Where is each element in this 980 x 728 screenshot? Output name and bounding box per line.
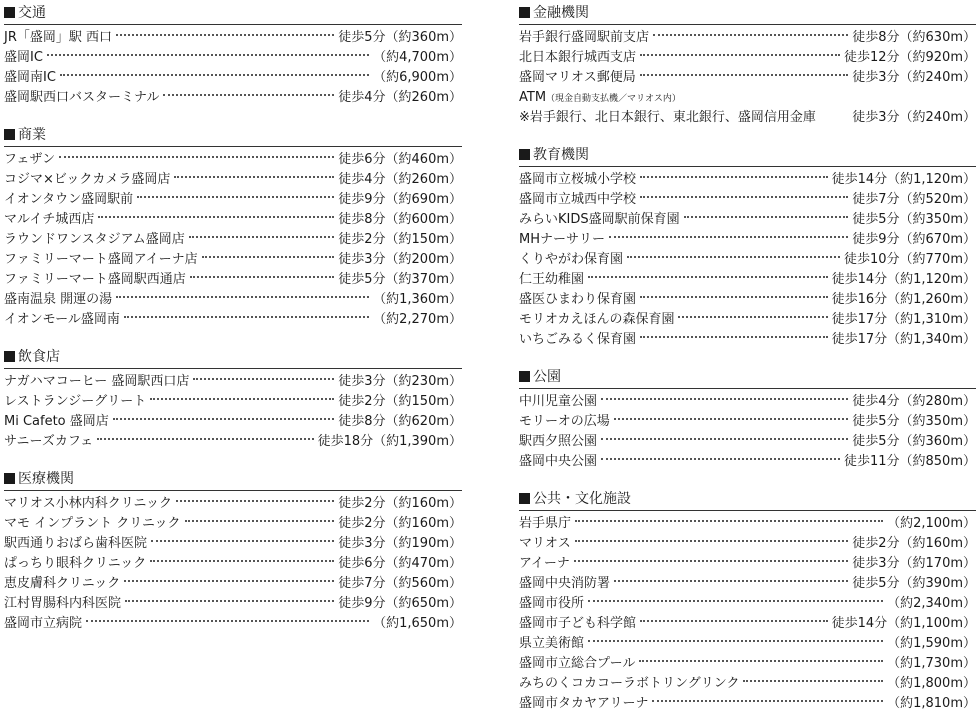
facility-distance: 徒歩3分（約240m）	[852, 70, 976, 85]
list-item	[4, 170, 462, 190]
dot-leader	[116, 34, 334, 36]
dot-leader	[653, 34, 848, 36]
facility-name: MHナーサリー	[519, 232, 605, 247]
list-item	[4, 28, 462, 48]
facility-name: モリーオの広場	[519, 414, 610, 429]
list-item	[4, 514, 462, 534]
facility-name: 盛岡駅西口バスターミナル	[4, 90, 160, 105]
dot-leader	[150, 398, 334, 400]
atm-note: （現金自動支払機／マリオス内）	[546, 94, 681, 104]
dot-leader	[185, 520, 335, 522]
dot-leader	[640, 54, 840, 56]
facility-distance: （約6,900m）	[373, 70, 462, 85]
facility-distance: （約2,100m）	[887, 516, 976, 531]
section-heading: 商業	[4, 122, 462, 147]
dot-leader	[640, 74, 849, 76]
section	[519, 486, 976, 714]
facility-distance: 徒歩5分（約360m）	[852, 434, 976, 449]
dot-leader	[588, 600, 883, 602]
list-item	[4, 310, 462, 330]
facility-name: みちのくコカコーラボトリングリンク	[519, 676, 740, 691]
facility-name: 盛岡市立桜城小学校	[519, 172, 637, 187]
list-item	[519, 270, 976, 290]
list-item	[4, 432, 462, 452]
facility-distance: （約1,810m）	[887, 696, 976, 711]
facility-distance: （約2,270m）	[373, 312, 462, 327]
facility-name: 駅西夕照公園	[519, 434, 598, 449]
facility-distance: 徒歩12分（約920m）	[843, 50, 976, 65]
facility-name: コジマ×ビックカメラ盛岡店	[4, 172, 171, 187]
dot-leader	[640, 196, 848, 198]
facility-name: 盛岡市役所	[519, 596, 585, 611]
dot-leader	[202, 256, 335, 258]
facility-name: マリオス小林内科クリニック	[4, 496, 172, 511]
list-item	[519, 310, 976, 330]
left-column	[4, 0, 462, 648]
section-heading: 教育機関	[519, 142, 976, 167]
dot-leader	[640, 296, 828, 298]
facility-name: 中川児童公園	[519, 394, 598, 409]
facility-name: 北日本銀行城西支店	[519, 50, 637, 65]
facility-name: マリオス	[519, 536, 571, 551]
atm-row	[519, 88, 976, 108]
facility-distance: （約1,800m）	[887, 676, 976, 691]
atm-banks-row	[519, 108, 976, 128]
facility-name: 盛岡マリオス郵便局	[519, 70, 636, 85]
facility-name: 仁王幼稚園	[519, 272, 585, 287]
facility-distance: （約1,730m）	[887, 656, 976, 671]
list-item	[4, 412, 462, 432]
facility-distance: 徒歩14分（約1,100m）	[831, 616, 976, 631]
list-item	[519, 170, 976, 190]
finance-list	[519, 28, 976, 88]
dot-leader	[640, 620, 828, 622]
facility-name: イオンモール盛岡南	[4, 312, 120, 327]
facility-name: ファミリーマート盛岡アイーナ店	[4, 252, 198, 267]
list-item	[519, 330, 976, 350]
atm-distance: 徒歩3分（約240m）	[852, 110, 976, 125]
facility-name: 盛岡中央消防署	[519, 576, 611, 591]
facility-distance: 徒歩3分（約230m）	[338, 374, 462, 389]
dot-leader	[601, 398, 848, 400]
facility-distance: 徒歩2分（約150m）	[338, 232, 462, 247]
section	[4, 122, 462, 330]
facility-distance: 徒歩4分（約280m）	[852, 394, 976, 409]
facility-name: 岩手県庁	[519, 516, 572, 531]
dot-leader	[113, 418, 334, 420]
facility-name: フェザン	[4, 152, 56, 167]
facility-distance: 徒歩14分（約1,120m）	[831, 272, 976, 287]
dot-leader	[163, 94, 334, 96]
dot-leader	[150, 560, 334, 562]
section-heading: 交通	[4, 0, 462, 25]
list-item	[519, 452, 976, 472]
list-item	[4, 48, 462, 68]
square-bullet-icon	[4, 351, 15, 362]
facility-distance: 徒歩17分（約1,340m）	[831, 332, 976, 347]
facility-name: 県立美術館	[519, 636, 585, 651]
list-item	[519, 392, 976, 412]
list-item	[519, 432, 976, 452]
atm-label: ATM	[519, 90, 547, 105]
facility-distance: 徒歩2分（約160m）	[852, 536, 976, 551]
facility-name: イオンタウン盛岡駅前	[4, 192, 134, 207]
list-item	[4, 290, 462, 310]
facility-name: ラウンドワンスタジアム盛岡店	[4, 232, 185, 247]
facility-distance: 徒歩2分（約150m）	[338, 394, 462, 409]
square-bullet-icon	[519, 371, 530, 382]
facility-name: アイーナ	[519, 556, 570, 571]
list-item	[519, 574, 976, 594]
dot-leader	[588, 276, 828, 278]
list-item	[519, 290, 976, 310]
list-item	[4, 230, 462, 250]
list-item	[519, 68, 976, 88]
list-item	[4, 614, 462, 634]
dot-leader	[86, 620, 369, 622]
dot-leader	[743, 680, 883, 682]
list-item	[4, 494, 462, 514]
list-item	[4, 190, 462, 210]
list-item	[519, 694, 976, 714]
facility-distance: （約1,650m）	[373, 616, 462, 631]
facility-distance: （約2,340m）	[887, 596, 976, 611]
dot-leader	[640, 176, 828, 178]
list-item	[519, 614, 976, 634]
square-bullet-icon	[4, 473, 15, 484]
facility-distance: 徒歩2分（約160m）	[338, 496, 462, 511]
list-item	[519, 634, 976, 654]
list-item	[519, 412, 976, 432]
dot-leader	[627, 256, 840, 258]
facility-distance: 徒歩9分（約650m）	[338, 596, 462, 611]
square-bullet-icon	[519, 149, 530, 160]
list-item	[519, 48, 976, 68]
facility-distance: 徒歩18分（約1,390m）	[317, 434, 462, 449]
dot-leader	[601, 438, 848, 440]
right-column	[519, 0, 976, 728]
list-item	[519, 514, 976, 534]
list-item	[4, 68, 462, 88]
dot-leader	[189, 236, 335, 238]
list-item	[519, 554, 976, 574]
facility-distance: 徒歩5分（約370m）	[338, 272, 462, 287]
dot-leader	[574, 560, 848, 562]
facility-name: 岩手銀行盛岡駅前支店	[519, 30, 650, 45]
section-heading: 医療機関	[4, 466, 462, 491]
section-heading: 飲食店	[4, 344, 462, 369]
list-item	[4, 534, 462, 554]
section	[519, 142, 976, 350]
facility-name: 恵皮膚科クリニック	[4, 576, 121, 591]
section-heading: 金融機関	[519, 0, 976, 25]
facility-distance: 徒歩3分（約170m）	[852, 556, 976, 571]
dot-leader	[601, 458, 840, 460]
facility-name: 盛岡市立病院	[4, 616, 83, 631]
list-item	[4, 250, 462, 270]
dot-leader	[190, 276, 335, 278]
list-item	[4, 554, 462, 574]
facility-name: レストランジーグリート	[4, 394, 147, 409]
dot-leader	[588, 640, 883, 642]
dot-leader	[47, 54, 369, 56]
section	[4, 0, 462, 108]
facility-name: 盛岡市タカヤアリーナ	[519, 696, 649, 711]
facility-distance: 徒歩8分（約620m）	[338, 414, 462, 429]
atm-banks: ※岩手銀行、北日本銀行、東北銀行、盛岡信用金庫	[519, 110, 816, 125]
dot-leader	[684, 216, 849, 218]
dot-leader	[116, 296, 369, 298]
facility-name: みらいKIDS盛岡駅前保育園	[519, 212, 680, 227]
facility-distance: 徒歩14分（約1,120m）	[831, 172, 976, 187]
facility-distance: 徒歩5分（約390m）	[852, 576, 976, 591]
facility-name: 盛岡中央公園	[519, 454, 598, 469]
section	[4, 344, 462, 452]
dot-leader	[59, 156, 334, 158]
facility-distance: 徒歩7分（約520m）	[852, 192, 976, 207]
dot-leader	[124, 316, 369, 318]
list-item	[519, 654, 976, 674]
facility-distance: （約1,360m）	[373, 292, 462, 307]
facility-distance: 徒歩5分（約350m）	[852, 414, 976, 429]
dot-leader	[98, 216, 334, 218]
facility-name: 盛岡市子ども科学館	[519, 616, 637, 631]
list-item	[4, 594, 462, 614]
list-item	[519, 674, 976, 694]
dot-leader	[652, 700, 883, 702]
dot-leader	[614, 418, 849, 420]
facility-name: いちごみるく保育園	[519, 332, 637, 347]
list-item	[4, 270, 462, 290]
dot-leader	[614, 580, 848, 582]
list-item	[4, 150, 462, 170]
dot-leader	[678, 316, 827, 318]
list-item	[519, 594, 976, 614]
list-item	[519, 250, 976, 270]
dot-leader	[640, 336, 828, 338]
list-item	[519, 190, 976, 210]
dot-leader	[60, 74, 369, 76]
list-item	[4, 210, 462, 230]
dot-leader	[174, 176, 334, 178]
dot-leader	[151, 540, 334, 542]
facility-distance: 徒歩17分（約1,310m）	[831, 312, 976, 327]
facility-distance: 徒歩2分（約160m）	[338, 516, 462, 531]
facility-name: ぱっちり眼科クリニック	[4, 556, 147, 571]
facility-name: JR「盛岡」駅 西口	[4, 30, 112, 45]
facility-name: Mi Cafeto 盛岡店	[4, 414, 109, 429]
facility-name: 盛岡市立城西中学校	[519, 192, 637, 207]
dot-leader	[575, 540, 849, 542]
facility-distance: 徒歩8分（約600m）	[338, 212, 462, 227]
dot-leader	[575, 520, 883, 522]
facility-distance: 徒歩9分（約690m）	[338, 192, 462, 207]
facility-distance: 徒歩8分（約630m）	[852, 30, 976, 45]
facility-distance: 徒歩5分（約350m）	[852, 212, 976, 227]
facility-name: モリオカえほんの森保育園	[519, 312, 675, 327]
list-item	[4, 392, 462, 412]
facility-distance: （約4,700m）	[373, 50, 462, 65]
section-heading: 公共・文化施設	[519, 486, 976, 511]
facility-distance: 徒歩6分（約460m）	[338, 152, 462, 167]
dot-leader	[125, 600, 334, 602]
dot-leader	[193, 378, 334, 380]
facility-name: 盛南温泉 開運の湯	[4, 292, 113, 307]
facility-distance: 徒歩9分（約670m）	[852, 232, 976, 247]
facility-name: マモ インプラント クリニック	[4, 516, 181, 531]
list-item	[4, 574, 462, 594]
facility-name: サニーズカフェ	[4, 434, 94, 449]
section-heading: 公園	[519, 364, 976, 389]
dot-leader	[609, 236, 848, 238]
facility-name: 盛岡IC	[4, 50, 43, 65]
facility-name: ナガハマコーヒー 盛岡駅西口店	[4, 374, 190, 389]
facility-distance: 徒歩4分（約260m）	[338, 90, 462, 105]
facility-name: くりやがわ保育園	[519, 252, 624, 267]
facility-name: 盛岡南IC	[4, 70, 56, 85]
facility-distance: 徒歩11分（約850m）	[843, 454, 976, 469]
dot-leader	[124, 580, 334, 582]
square-bullet-icon	[4, 129, 15, 140]
list-item	[4, 372, 462, 392]
section	[519, 364, 976, 472]
facility-name: 江村胃腸科内科医院	[4, 596, 122, 611]
section-finance	[519, 0, 976, 128]
facility-distance: 徒歩16分（約1,260m）	[831, 292, 976, 307]
dot-leader	[176, 500, 334, 502]
section	[4, 466, 462, 634]
facility-distance: 徒歩3分（約190m）	[338, 536, 462, 551]
list-item	[519, 534, 976, 554]
list-item	[4, 88, 462, 108]
list-item	[519, 210, 976, 230]
square-bullet-icon	[519, 493, 530, 504]
dot-leader	[639, 660, 883, 662]
facility-name: ファミリーマート盛岡駅西通店	[4, 272, 186, 287]
dot-leader	[97, 438, 313, 440]
list-item	[519, 28, 976, 48]
facility-name: 駅西通りおばら歯科医院	[4, 536, 148, 551]
facility-distance: 徒歩3分（約200m）	[338, 252, 462, 267]
square-bullet-icon	[519, 7, 530, 18]
facility-distance: 徒歩5分（約360m）	[338, 30, 462, 45]
facility-distance: 徒歩10分（約770m）	[843, 252, 976, 267]
facility-name: 盛岡市立総合プール	[519, 656, 636, 671]
facility-distance: 徒歩7分（約560m）	[338, 576, 462, 591]
facility-name: 盛医ひまわり保育園	[519, 292, 637, 307]
facility-name: マルイチ城西店	[4, 212, 95, 227]
facility-distance: 徒歩6分（約470m）	[338, 556, 462, 571]
square-bullet-icon	[4, 7, 15, 18]
dot-leader	[137, 196, 334, 198]
facility-distance: （約1,590m）	[887, 636, 976, 651]
list-item	[519, 230, 976, 250]
facility-distance: 徒歩4分（約260m）	[338, 172, 462, 187]
